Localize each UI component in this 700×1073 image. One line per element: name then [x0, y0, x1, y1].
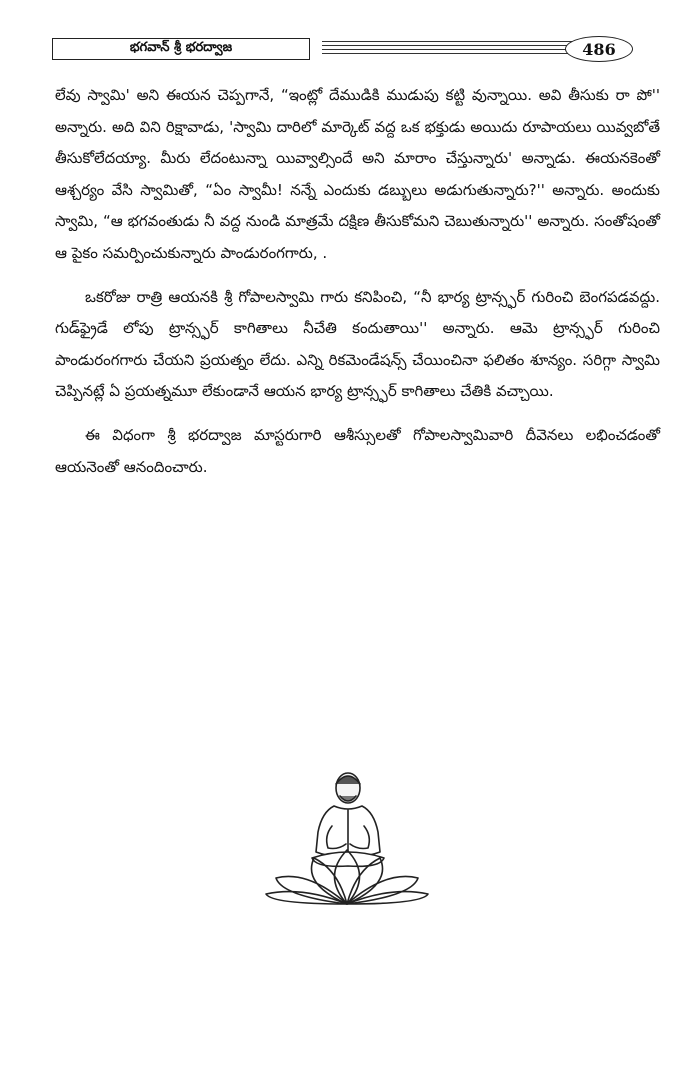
seated-master-on-lotus-illustration: [262, 766, 432, 906]
body-text: [55, 80, 660, 495]
header-title: భగవాన్ శ్రీ భరద్వాజ: [52, 38, 310, 60]
paragraph: ఈ విధంగా శ్రీ భరద్వాజ మాస్టరుగారి ఆశీస్సులతో గోపాలస్వామివారి దీవెనలు లభించడంతో ఆయనెంతో ఆనందించారు.: [55, 425, 660, 476]
page-header: [52, 38, 652, 62]
paragraph: లేవు స్వామి' అని ఈయన చెప్పగానే, “ఇంట్లో దేముడికి ముడుపు కట్టి వున్నాయి. అవి తీసుకు రా పో'' అన్నారు. అది విని రిక్షావాడు, 'స్వామి దారిలో మార్కెట్ వద్ద ఒక భక్తుడు అయిదు రూపాయలు యివ్వబోతే తీసుకోలేదయ్యా. మీరు లేదంటున్నా యివ్వాల్సిందే అని మారాం చేస్తున్నారు' అన్నాడు. ఈయనకెంతో ఆశ్చర్యం వేసి స్వామితో, “ఏం స్వామీ! నన్నే ఎందుకు డబ్బులు అడుగుతున్నారు?'' అన్నారు. అందుకు స్వామి, “ఆ భగవంతుడు నీ వద్ద నుండి మాత్రమే దక్షిణ తీసుకోమని చెబుతున్నారు'' అన్నారు. సంతోషంతో ఆ పైకం సమర్పించుకున్నారు పాండురంగగారు, .: [55, 86, 660, 262]
paragraph: ఒకరోజు రాత్రి ఆయనకి శ్రీ గోపాలస్వామి గారు కనిపించి, “నీ భార్య ట్రాన్స్ఫర్ గురించి బెంగపడవద్దు. గుడ్‌ఫ్రైడే లోపు ట్రాన్స్ఫర్ కాగితాలు నీచేతి కందుతాయి'' అన్నారు. ఆమె ట్రాన్స్ఫర్ గురించి పాండురంగగారు చేయని ప్రయత్నం లేదు. ఎన్ని రికమెండేషన్స్ చేయించినా ఫలితం శూన్యం. సరిగ్గా స్వామి చెప్పినట్లే ఏ ప్రయత్నమూ లేకుండానే ఆయన భార్య ట్రాన్స్ఫర్ కాగితాలు చేతికి వచ్చాయి.: [55, 287, 660, 401]
page-number: 486: [565, 36, 633, 62]
